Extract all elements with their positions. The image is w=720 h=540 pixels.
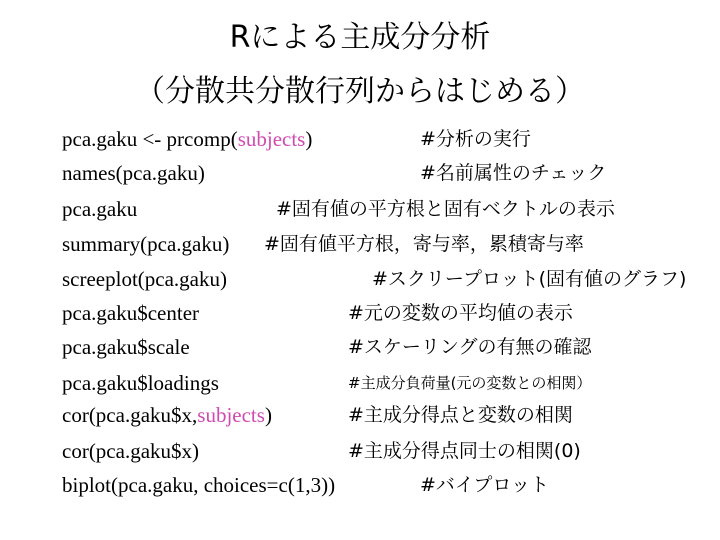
code-line — [0, 330, 720, 364]
code-text-post: ) — [264, 403, 272, 427]
code-line — [0, 398, 720, 432]
code-text — [62, 227, 229, 261]
code-comment: #主成分得点と変数の相関 — [348, 404, 573, 426]
code-line — [0, 122, 720, 156]
code-highlight: subjects — [197, 403, 265, 427]
code-comment: #バイプロット — [420, 474, 549, 496]
code-text-pre: pca.gaku <- prcomp( — [62, 127, 238, 151]
code-text-pre: biplot(pca.gaku, choices=c(1,3)) — [62, 473, 336, 497]
code-text — [62, 330, 190, 364]
code-text-pre: pca.gaku$center — [62, 301, 200, 325]
code-text-post: ) — [305, 127, 313, 151]
code-comment: #スクリープロット(固有値のグラフ) — [372, 268, 687, 290]
code-text — [62, 192, 137, 226]
code-line — [0, 468, 720, 502]
code-text — [62, 434, 199, 468]
slide-title: Rによる主成分分析 — [229, 20, 491, 55]
slide-subtitle: （分散共分散行列からはじめる） — [135, 74, 585, 109]
code-text — [62, 156, 205, 190]
code-text-pre: cor(pca.gaku$x) — [62, 439, 200, 463]
code-comment: #名前属性のチェック — [420, 162, 607, 184]
code-text — [62, 366, 219, 400]
code-text — [62, 122, 312, 156]
code-line — [0, 192, 720, 226]
code-comment: #主成分負荷量(元の変数との相関） — [348, 374, 592, 392]
code-line — [0, 434, 720, 468]
code-line — [0, 296, 720, 330]
code-line — [0, 366, 720, 400]
code-text-pre: pca.gaku$loadings — [62, 371, 219, 395]
code-comment: #主成分得点同士の相関(0) — [348, 440, 581, 462]
code-comment: #分析の実行 — [420, 128, 531, 150]
code-line — [0, 227, 720, 261]
code-text — [62, 468, 335, 502]
code-text-pre: pca.gaku$scale — [62, 335, 190, 359]
code-line — [0, 156, 720, 190]
code-highlight: subjects — [237, 127, 306, 151]
code-text — [62, 296, 199, 330]
code-text-pre: summary(pca.gaku) — [62, 232, 230, 256]
code-line — [0, 262, 720, 296]
code-comment: #スケーリングの有無の確認 — [348, 336, 592, 358]
code-text — [62, 398, 272, 432]
code-comment: #固有値の平方根と固有ベクトルの表示 — [276, 198, 615, 220]
code-comment: #固有値平方根，寄与率，累積寄与率 — [264, 233, 584, 255]
code-comment: #元の変数の平均値の表示 — [348, 302, 573, 324]
code-text-pre: names(pca.gaku) — [62, 161, 205, 185]
code-text-pre: screeplot(pca.gaku) — [62, 267, 227, 291]
code-text — [62, 262, 227, 296]
code-text-pre: cor(pca.gaku$x, — [62, 403, 198, 427]
code-text-pre: pca.gaku — [62, 197, 138, 221]
